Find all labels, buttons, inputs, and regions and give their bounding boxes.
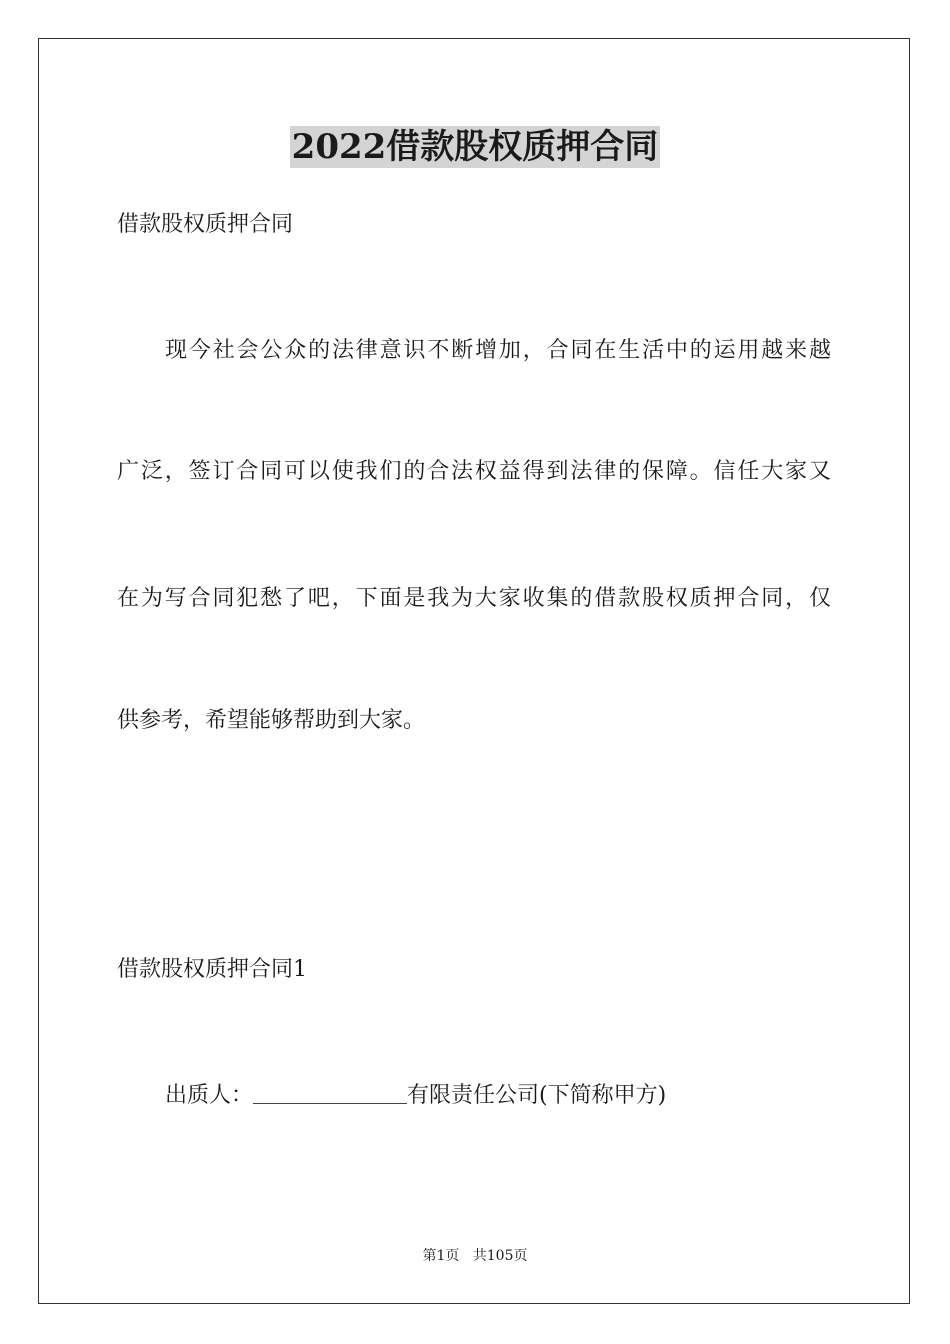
- title-container: [0, 126, 950, 168]
- intro-line-1: 现今社会公众的法律意识不断增加，合同在生活中的运用越来越: [165, 338, 831, 363]
- pledgor-line: [165, 1081, 666, 1111]
- intro-line-4: 供参考，希望能够帮助到大家。: [117, 708, 426, 733]
- section-heading: 借款股权质押合同1: [117, 957, 307, 982]
- page-footer: 第1页 共105页: [422, 1248, 528, 1264]
- pledgor-suffix: 有限责任公司(下简称甲方): [407, 1083, 667, 1108]
- pledgor-label: 出质人：: [165, 1083, 254, 1108]
- document-title: 2022借款股权质押合同: [291, 127, 659, 167]
- pledgor-name-blank: [253, 1081, 407, 1104]
- intro-line-3: 在为写合同犯愁了吧，下面是我为大家收集的借款股权质押合同，仅: [117, 586, 831, 611]
- document-subtitle: 借款股权质押合同: [117, 212, 294, 237]
- intro-line-2: 广泛，签订合同可以使我们的合法权益得到法律的保障。信任大家又: [117, 459, 831, 484]
